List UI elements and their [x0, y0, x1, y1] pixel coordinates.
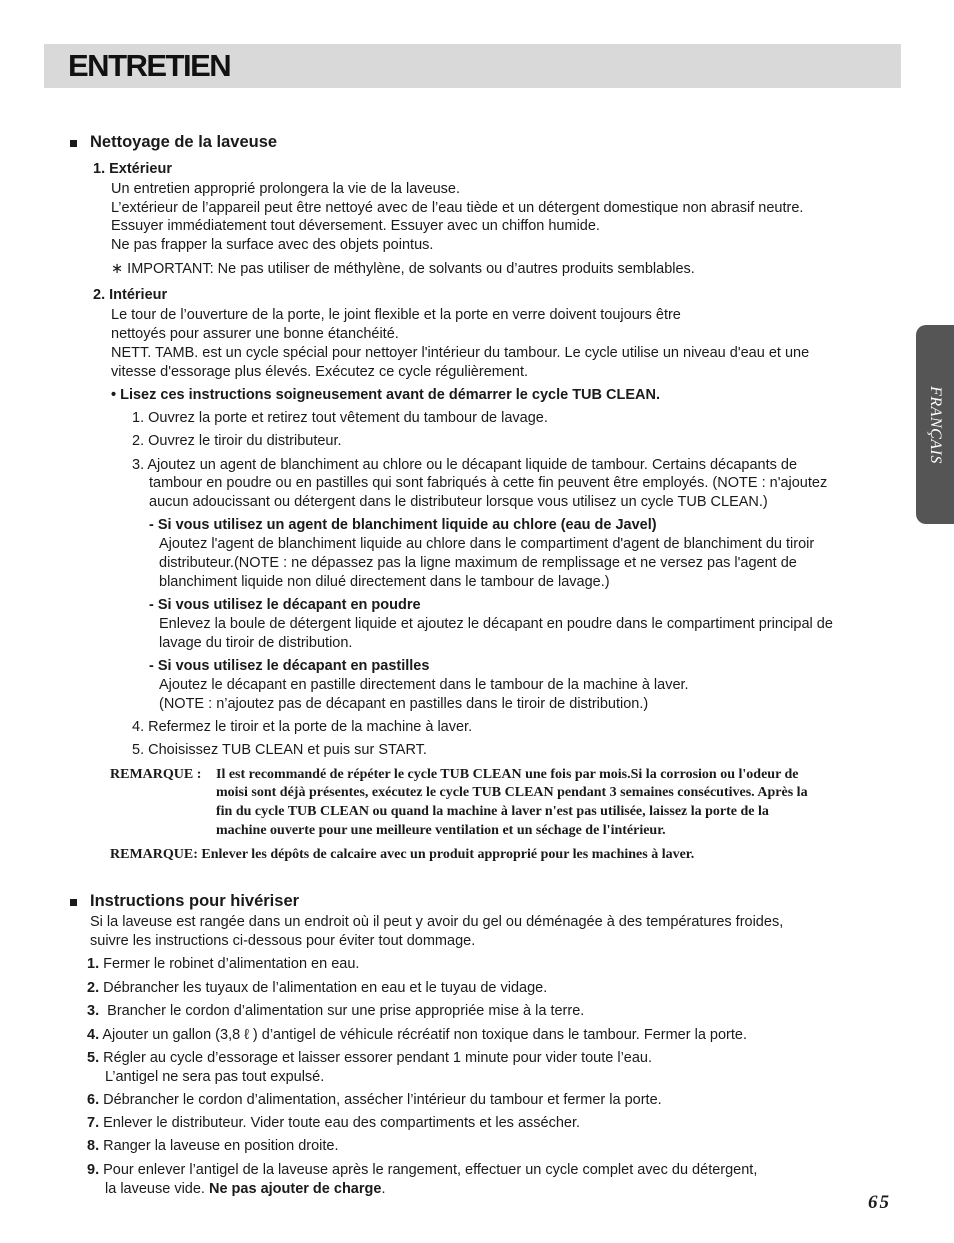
important-note: ∗ IMPORTANT: Ne pas utiliser de méthylène, de solvants ou d’autres produits semblables.: [111, 261, 695, 277]
interior-line: Le tour de l’ouverture de la porte, le joint flexible et la porte en verre doivent toujours être: [111, 307, 681, 323]
winterize-step: 1. Fermer le robinet d’alimentation en eau.: [87, 956, 360, 972]
powder-line: Enlevez la boule de détergent liquide et ajoutez le décapant en poudre dans le compartiment principal de: [159, 616, 833, 632]
bleach-line: distributeur.(NOTE : ne dépassez pas la ligne maximum de remplissage et ne versez pas l'agent de: [159, 555, 797, 571]
winterize-step: 5. Régler au cycle d’essorage et laisser essorer pendant 1 minute pour vider toute l’eau.: [87, 1050, 653, 1066]
exterior-line: Un entretien approprié prolongera la vie de la laveuse.: [111, 181, 461, 197]
winterize-intro: suivre les instructions ci-dessous pour éviter tout dommage.: [90, 933, 476, 949]
winterize-step-cont: la laveuse vide. Ne pas ajouter de charge.: [105, 1181, 386, 1197]
bleach-line: blanchiment liquide non dilué directement dans le tambour de lavage.): [159, 574, 610, 590]
winterize-step: 3. Brancher le cordon d’alimentation sur une prise appropriée mise à la terre.: [87, 1003, 585, 1019]
exterior-line: Ne pas frapper la surface avec des objets pointus.: [111, 237, 434, 253]
tub-clean-step-cont: aucun adoucissant ou détergent dans le distributeur lorsque vous utilisez un cycle TUB CLEAN.): [149, 494, 768, 510]
page-header: [44, 44, 901, 88]
page-number: 65: [868, 1192, 891, 1213]
interior-line: NETT. TAMB. est un cycle spécial pour nettoyer l'intérieur du tambour. Le cycle utilise un niveau d'eau et une: [111, 345, 810, 361]
tablet-line: (NOTE : n’ajoutez pas de décapant en pastilles dans le tiroir de distribution.): [159, 696, 649, 712]
bleach-line: Ajoutez l'agent de blanchiment liquide au chlore dans le compartiment d'agent de blanchiment du tiroir: [159, 536, 815, 552]
language-tab: [916, 325, 954, 524]
subsection-title-exterior: 1. Extérieur: [93, 161, 172, 177]
language-tab-label: FRANÇAIS: [927, 385, 944, 464]
winterize-intro: Si la laveuse est rangée dans un endroit où il peut y avoir du gel ou déménagée à des températures froides,: [90, 914, 784, 930]
powder-line: lavage du tiroir de distribution.: [159, 635, 353, 651]
tub-clean-step: 2. Ouvrez le tiroir du distributeur.: [132, 433, 342, 449]
section-title-cleaning: Nettoyage de la laveuse: [90, 133, 278, 151]
winterize-step: 8. Ranger la laveuse en position droite.: [87, 1138, 339, 1154]
subsection-title-interior: 2. Intérieur: [93, 287, 168, 303]
interior-line: nettoyés pour assurer une bonne étanchéité.: [111, 326, 399, 342]
tub-clean-step: 5. Choisissez TUB CLEAN et puis sur START.: [132, 742, 427, 758]
remark-label: REMARQUE :: [110, 767, 202, 782]
tablet-line: Ajoutez le décapant en pastille directement dans le tambour de la machine à laver.: [159, 677, 689, 693]
interior-line: vitesse d'essorage plus élevés. Exécutez ce cycle régulièrement.: [111, 364, 529, 380]
tablet-subtitle: - Si vous utilisez le décapant en pastilles: [149, 658, 430, 674]
remark-line: fin du cycle TUB CLEAN ou quand la machine à laver n'est pas utilisée, laissez la porte de la: [216, 804, 769, 819]
tub-clean-step: 4. Refermez le tiroir et la porte de la machine à laver.: [132, 719, 473, 735]
section-title-winterize: Instructions pour hivériser: [90, 892, 300, 910]
powder-subtitle: - Si vous utilisez le décapant en poudre: [149, 597, 421, 613]
winterize-step: 2. Débrancher les tuyaux de l’alimentation en eau et le tuyau de vidage.: [87, 980, 548, 996]
instructions-bullet: • Lisez ces instructions soigneusement avant de démarrer le cycle TUB CLEAN.: [111, 387, 661, 403]
remark-line: moisi sont déjà présentes, exécutez le cycle TUB CLEAN pendant 3 semaines consécutives. Après la: [216, 785, 808, 800]
tub-clean-step: 3. Ajoutez un agent de blanchiment au chlore ou le décapant liquide de tambour. Certains décapants de: [132, 457, 798, 473]
winterize-step: 7. Enlever le distributeur. Vider toute eau des compartiments et les assécher.: [87, 1115, 581, 1131]
winterize-step-cont: L’antigel ne sera pas tout expulsé.: [105, 1069, 325, 1085]
remark-line: Il est recommandé de répéter le cycle TUB CLEAN une fois par mois.Si la corrosion ou l'odeur de: [216, 767, 799, 782]
page-title: ENTRETIEN: [68, 48, 231, 83]
tub-clean-step: 1. Ouvrez la porte et retirez tout vêtement du tambour de lavage.: [132, 410, 548, 426]
section-bullet-icon: [70, 899, 77, 906]
exterior-line: Essuyer immédiatement tout déversement. Essuyer avec un chiffon humide.: [111, 218, 600, 234]
section-bullet-icon: [70, 140, 77, 147]
winterize-step: 9. Pour enlever l’antigel de la laveuse après le rangement, effectuer un cycle complet avec du détergent,: [87, 1162, 758, 1178]
exterior-line: L’extérieur de l’appareil peut être nettoyé avec de l’eau tiède et un détergent domestique non abrasif neutre.: [111, 200, 804, 216]
bleach-subtitle: - Si vous utilisez un agent de blanchiment liquide au chlore (eau de Javel): [149, 517, 657, 533]
winterize-step: 4. Ajouter un gallon (3,8 ℓ ) d’antigel de véhicule récréatif non toxique dans le tambour. Fermer la porte.: [87, 1027, 747, 1043]
winterize-step: 6. Débrancher le cordon d’alimentation, assécher l’intérieur du tambour et fermer la porte.: [87, 1092, 662, 1108]
tub-clean-step-cont: tambour en poudre ou en pastilles qui sont fabriqués à cette fin peuvent être employés. (NOTE : n'ajoutez: [149, 475, 828, 491]
remark-calcaire: REMARQUE: Enlever les dépôts de calcaire avec un produit approprié pour les machines à laver.: [110, 847, 695, 862]
remark-line: machine ouverte pour une meilleure ventilation et un séchage de l'intérieur.: [216, 823, 666, 838]
